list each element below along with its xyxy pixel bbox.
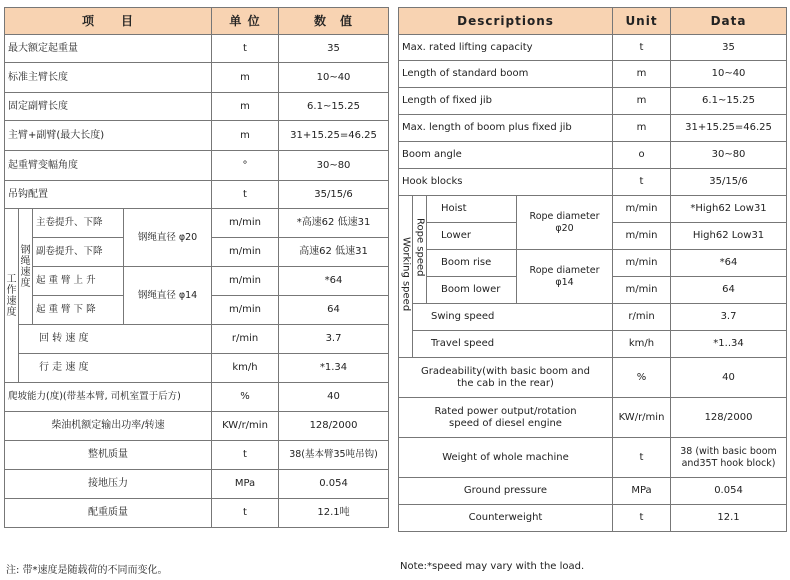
row-unit: % xyxy=(212,383,279,412)
work-speed-label: 工作速度 xyxy=(5,209,19,383)
table-row xyxy=(5,470,389,499)
row-value: 10~40 xyxy=(279,63,389,93)
row-unit: r/min xyxy=(212,325,279,354)
row-value: 35/15/6 xyxy=(671,169,787,196)
row-unit: km/h xyxy=(613,331,671,358)
row-value: 64 xyxy=(671,277,787,304)
row-value: 0.054 xyxy=(671,478,787,505)
table-row xyxy=(5,93,389,121)
row-unit: KW/r/min xyxy=(613,398,671,438)
row-value: 35/15/6 xyxy=(279,181,389,209)
table-row xyxy=(399,478,787,505)
header-item: 项 目 xyxy=(5,8,212,35)
row-label: 爬坡能力(度)(带基本臂, 司机室置于后方) xyxy=(5,383,212,412)
row-unit: MPa xyxy=(212,470,279,499)
row-label: 接地压力 xyxy=(5,470,212,499)
row-unit: m/min xyxy=(212,238,279,267)
row-label: Length of standard boom xyxy=(399,61,613,88)
rope-speed-label: Rope speed xyxy=(413,196,427,304)
row-unit: % xyxy=(613,358,671,398)
row-value: 40 xyxy=(279,383,389,412)
working-speed-label: Working speed xyxy=(399,196,413,358)
row-label: Hook blocks xyxy=(399,169,613,196)
row-value: *64 xyxy=(279,267,389,296)
table-row xyxy=(5,181,389,209)
row-value: 30~80 xyxy=(279,151,389,181)
row-label: 标准主臂长度 xyxy=(5,63,212,93)
row-label: 整机质量 xyxy=(5,441,212,470)
row-label: Max. rated lifting capacity xyxy=(399,35,613,61)
row-label: Boom lower xyxy=(427,277,517,304)
table-row xyxy=(399,398,787,438)
row-unit: m/min xyxy=(212,209,279,238)
row-value: *High62 Low31 xyxy=(671,196,787,223)
table-row xyxy=(5,441,389,470)
row-unit: m xyxy=(613,115,671,142)
row-unit: m xyxy=(613,61,671,88)
row-unit: m/min xyxy=(212,296,279,325)
row-value: 128/2000 xyxy=(279,412,389,441)
row-unit: KW/r/min xyxy=(212,412,279,441)
row-label: 行 走 速 度 xyxy=(19,354,212,383)
row-value: 高速62 低速31 xyxy=(279,238,389,267)
table-row xyxy=(399,169,787,196)
row-unit: t xyxy=(212,35,279,63)
row-unit: t xyxy=(613,169,671,196)
row-unit: m xyxy=(212,121,279,151)
header-unit: Unit xyxy=(613,8,671,35)
table-row xyxy=(399,35,787,61)
row-label: Max. length of boom plus fixed jib xyxy=(399,115,613,142)
row-label: 柴油机额定输出功率/转速 xyxy=(5,412,212,441)
row-value: 40 xyxy=(671,358,787,398)
row-unit: m/min xyxy=(613,250,671,277)
row-unit: MPa xyxy=(613,478,671,505)
row-value: 38 (with basic boom and35T hook block) xyxy=(671,438,787,478)
table-row xyxy=(399,331,787,358)
table-row xyxy=(5,412,389,441)
row-value: 64 xyxy=(279,296,389,325)
table-row xyxy=(399,142,787,169)
row-value: 128/2000 xyxy=(671,398,787,438)
spec-table-chinese xyxy=(4,7,389,528)
row-label: Gradeability(with basic boom and the cab in the rear) xyxy=(399,358,613,398)
row-unit: t xyxy=(613,438,671,478)
row-label: Boom angle xyxy=(399,142,613,169)
table-row xyxy=(399,304,787,331)
header-data: Data xyxy=(671,8,787,35)
row-value: 35 xyxy=(671,35,787,61)
row-value: 31+15.25=46.25 xyxy=(279,121,389,151)
row-value: 30~80 xyxy=(671,142,787,169)
row-label: 起 重 臂 上 升 xyxy=(33,267,124,296)
row-label: 主臂+副臂(最大长度) xyxy=(5,121,212,151)
rope-diameter-20: 钢绳直径 φ20 xyxy=(124,209,212,267)
row-value: High62 Low31 xyxy=(671,223,787,250)
rope-speed-label: 钢绳速度 xyxy=(19,209,33,325)
table-row xyxy=(5,121,389,151)
row-label: 最大额定起重量 xyxy=(5,35,212,63)
row-unit: o xyxy=(613,142,671,169)
row-label: 起 重 臂 下 降 xyxy=(33,296,124,325)
row-unit: m xyxy=(613,88,671,115)
row-label: Swing speed xyxy=(413,304,613,331)
row-label: Boom rise xyxy=(427,250,517,277)
row-label: 回 转 速 度 xyxy=(19,325,212,354)
row-label: 副卷提升、下降 xyxy=(33,238,124,267)
row-value: 3.7 xyxy=(671,304,787,331)
row-unit: t xyxy=(212,499,279,528)
table-row xyxy=(399,88,787,115)
row-unit: t xyxy=(212,441,279,470)
row-unit: t xyxy=(212,181,279,209)
table-row xyxy=(5,325,389,354)
row-value: *1.34 xyxy=(279,354,389,383)
table-row xyxy=(399,438,787,478)
table-row xyxy=(5,267,389,296)
table-row xyxy=(399,250,787,277)
row-unit: t xyxy=(613,35,671,61)
row-unit: m/min xyxy=(613,196,671,223)
rope-diameter-14: Rope diameter φ14 xyxy=(517,250,613,304)
row-value: 35 xyxy=(279,35,389,63)
row-label: 吊钩配置 xyxy=(5,181,212,209)
table-row xyxy=(399,196,787,223)
row-value: 6.1~15.25 xyxy=(279,93,389,121)
row-unit: m/min xyxy=(613,223,671,250)
row-value: 3.7 xyxy=(279,325,389,354)
row-value: 12.1吨 xyxy=(279,499,389,528)
row-label: Weight of whole machine xyxy=(399,438,613,478)
row-value: 31+15.25=46.25 xyxy=(671,115,787,142)
header-value: 数 值 xyxy=(279,8,389,35)
table-row xyxy=(399,115,787,142)
row-unit: m xyxy=(212,93,279,121)
table-row xyxy=(399,358,787,398)
row-label: Hoist xyxy=(427,196,517,223)
table-row xyxy=(5,151,389,181)
table-row xyxy=(5,209,389,238)
rope-diameter-20: Rope diameter φ20 xyxy=(517,196,613,250)
row-value: *64 xyxy=(671,250,787,277)
row-value: 10~40 xyxy=(671,61,787,88)
row-value: *高速62 低速31 xyxy=(279,209,389,238)
header-unit: 单 位 xyxy=(212,8,279,35)
row-value: 0.054 xyxy=(279,470,389,499)
row-label: 固定副臂长度 xyxy=(5,93,212,121)
row-label: 配重质量 xyxy=(5,499,212,528)
rope-diameter-14: 钢绳直径 φ14 xyxy=(124,267,212,325)
table-row xyxy=(399,61,787,88)
row-label: Lower xyxy=(427,223,517,250)
row-value: 38(基本臂35吨吊钩) xyxy=(279,441,389,470)
row-label: Rated power output/rotation speed of diesel engine xyxy=(399,398,613,438)
row-label: Ground pressure xyxy=(399,478,613,505)
spec-table-english xyxy=(398,7,787,532)
row-label: Length of fixed jib xyxy=(399,88,613,115)
table-row xyxy=(399,505,787,532)
table-row xyxy=(5,35,389,63)
header-descriptions: Descriptions xyxy=(399,8,613,35)
row-unit: ° xyxy=(212,151,279,181)
row-unit: m/min xyxy=(613,277,671,304)
table-row xyxy=(5,354,389,383)
row-unit: r/min xyxy=(613,304,671,331)
row-label: Counterweight xyxy=(399,505,613,532)
row-value: 6.1~15.25 xyxy=(671,88,787,115)
row-label: 主卷提升、下降 xyxy=(33,209,124,238)
row-value: *1..34 xyxy=(671,331,787,358)
note-chinese: 注: 带*速度是随载荷的不同而变化。 xyxy=(6,565,168,576)
row-unit: m xyxy=(212,63,279,93)
row-unit: t xyxy=(613,505,671,532)
table-row xyxy=(5,383,389,412)
row-unit: m/min xyxy=(212,267,279,296)
row-unit: km/h xyxy=(212,354,279,383)
row-value: 12.1 xyxy=(671,505,787,532)
row-label: Travel speed xyxy=(413,331,613,358)
note-english: Note:*speed may vary with the load. xyxy=(400,561,585,572)
table-row xyxy=(5,499,389,528)
table-row xyxy=(5,63,389,93)
row-label: 起重臂变幅角度 xyxy=(5,151,212,181)
